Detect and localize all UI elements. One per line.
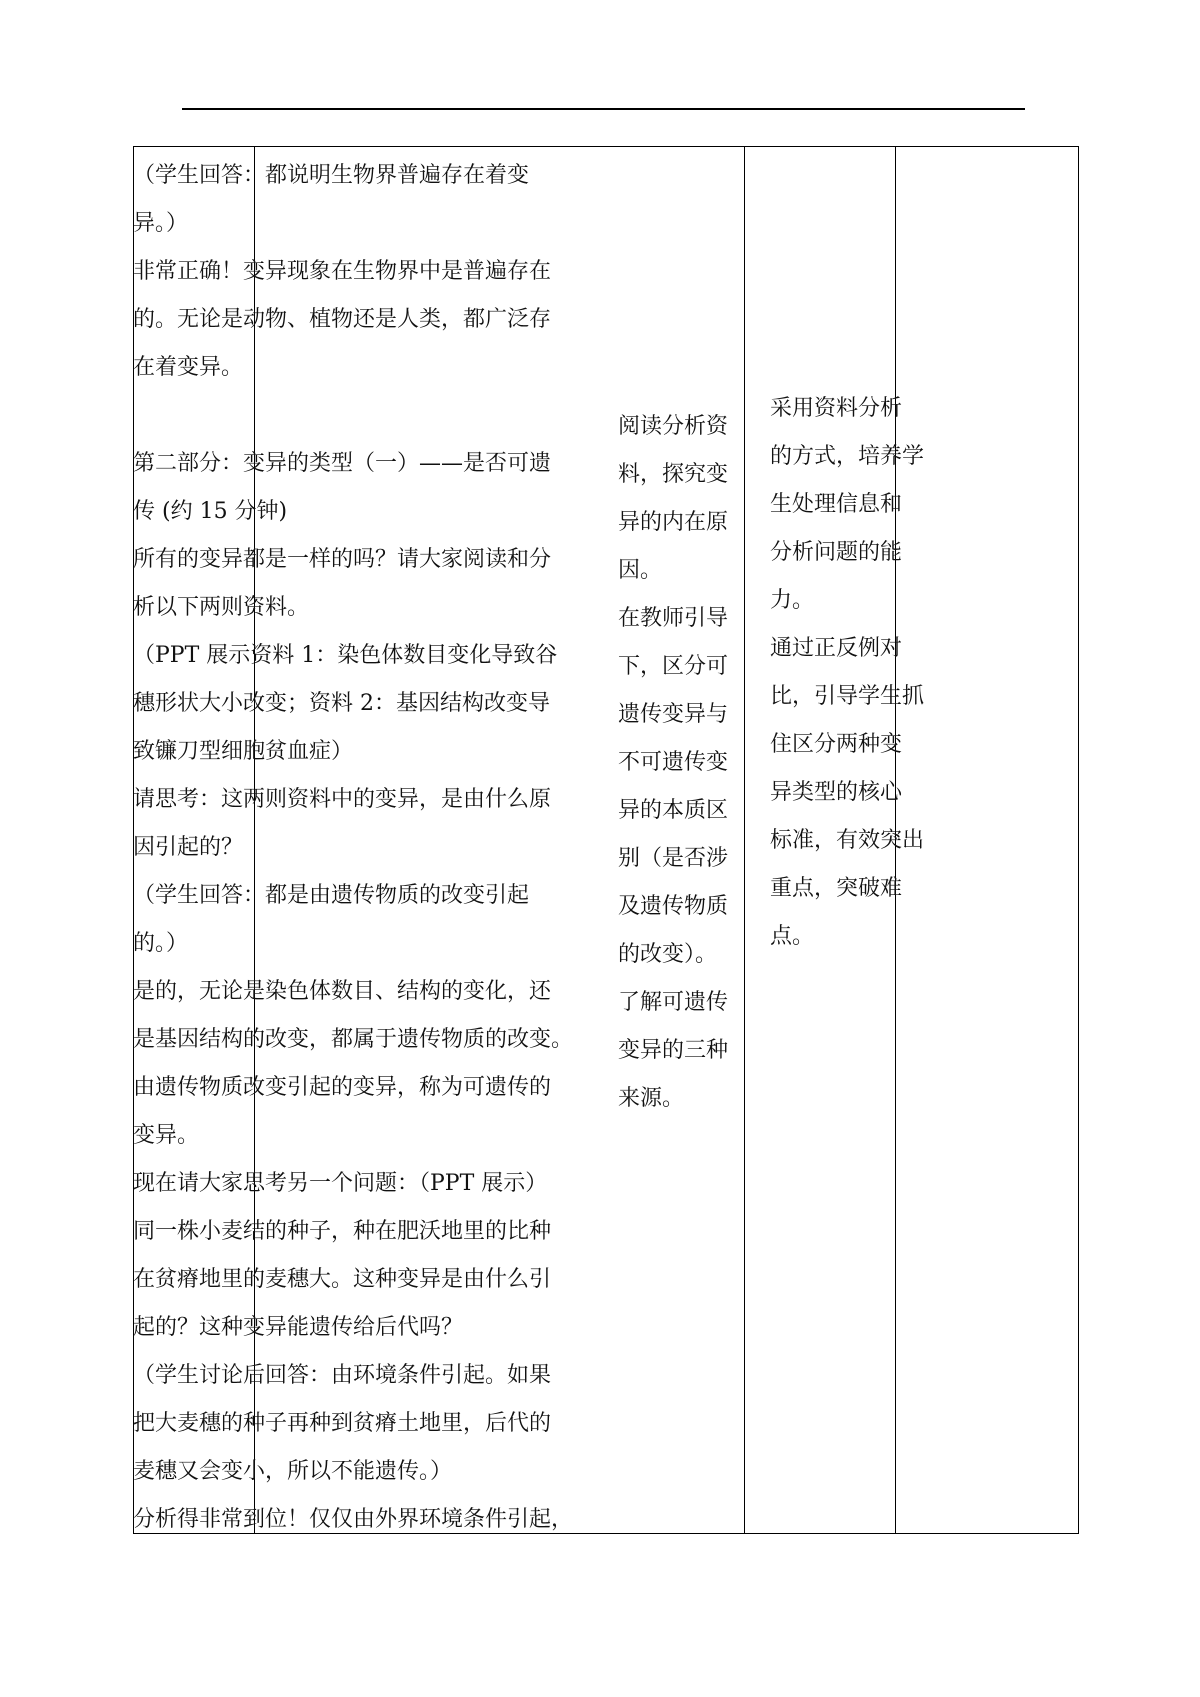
text-line: 异类型的核心 [770, 780, 903, 805]
text-line: 因。 [618, 558, 663, 583]
text-line: 不可遗传变 [618, 750, 729, 775]
text-line: 在教师引导 [618, 606, 729, 631]
text-line: 由遗传物质改变引起的变异，称为可遗传的 [133, 1075, 552, 1100]
text-line: 麦穗又会变小，所以不能遗传。） [133, 1459, 453, 1484]
text-line: 同一株小麦结的种子，种在肥沃地里的比种 [133, 1219, 552, 1244]
text-line: 料，探究变 [618, 462, 729, 487]
text-line: 变异的三种 [618, 1038, 729, 1063]
text-line: 分析得非常到位！仅仅由外界环境条件引起， [133, 1507, 574, 1532]
text-line: 来源。 [618, 1086, 685, 1111]
text-line: 生处理信息和 [770, 492, 903, 517]
text-line: 非常正确！变异现象在生物界中是普遍存在 [133, 259, 552, 284]
text-line: 因引起的？ [133, 835, 244, 860]
text-line: 别（是否涉 [618, 846, 729, 871]
text-line: 异的本质区 [618, 798, 729, 823]
text-line: （PPT 展示资料 1：染色体数目变化导致谷 [133, 643, 558, 668]
text-line: 把大麦穗的种子再种到贫瘠土地里，后代的 [133, 1411, 552, 1436]
text-line: （学生回答：都是由遗传物质的改变引起 [133, 883, 530, 908]
text-line: 的改变）。 [618, 942, 718, 967]
text-line: 比，引导学生抓 [770, 684, 925, 709]
text-line: 的方式，培养学 [770, 444, 925, 469]
text-line: 阅读分析资 [618, 414, 729, 439]
text-line: 析以下两则资料。 [133, 595, 310, 620]
text-line: 力。 [770, 588, 815, 613]
text-line: 致镰刀型细胞贫血症） [133, 739, 354, 764]
text-line: 点。 [770, 924, 815, 949]
text-line: 变异。 [133, 1123, 200, 1148]
section-heading: 传 (约 15 分钟) [133, 499, 288, 524]
text-line: 穗形状大小改变；资料 2：基因结构改变导 [133, 691, 550, 716]
text-line: 标准，有效突出 [770, 828, 925, 853]
header-rule [182, 108, 1025, 110]
text-line: （学生讨论后回答：由环境条件引起。如果 [133, 1363, 552, 1388]
text-line: 的。无论是动物、植物还是人类，都广泛存 [133, 307, 552, 332]
text-line: 在贫瘠地里的麦穗大。这种变异是由什么引 [133, 1267, 552, 1292]
text-line: 了解可遗传 [618, 990, 729, 1015]
text-line: 分析问题的能 [770, 540, 903, 565]
text-line: 在着变异。 [133, 355, 244, 380]
text-line: 通过正反例对 [770, 636, 903, 661]
design-intent-text [770, 385, 1170, 961]
text-line: 重点，突破难 [770, 876, 903, 901]
text-line: 及遗传物质 [618, 894, 729, 919]
text-line: 请思考：这两则资料中的变异，是由什么原 [133, 787, 552, 812]
text-line: 现在请大家思考另一个问题：（PPT 展示） [133, 1171, 548, 1196]
section-heading: 第二部分：变异的类型（一）——是否可遗 [133, 451, 552, 476]
text-line: 异的内在原 [618, 510, 729, 535]
text-line: 是的，无论是染色体数目、结构的变化，还 [133, 979, 552, 1004]
text-line: 住区分两种变 [770, 732, 903, 757]
text-line: 下，区分可 [618, 654, 729, 679]
text-line: 是基因结构的改变，都属于遗传物质的改变。 [133, 1027, 574, 1052]
text-line: （学生回答：都说明生物界普遍存在着变 [133, 163, 530, 188]
text-line: 异。） [133, 211, 189, 236]
text-line: 遗传变异与 [618, 702, 729, 727]
text-line: 的。） [133, 931, 189, 956]
text-line: 所有的变异都是一样的吗？请大家阅读和分 [133, 547, 552, 572]
text-line: 采用资料分析 [770, 396, 903, 421]
text-line: 起的？这种变异能遗传给后代吗？ [133, 1315, 464, 1340]
